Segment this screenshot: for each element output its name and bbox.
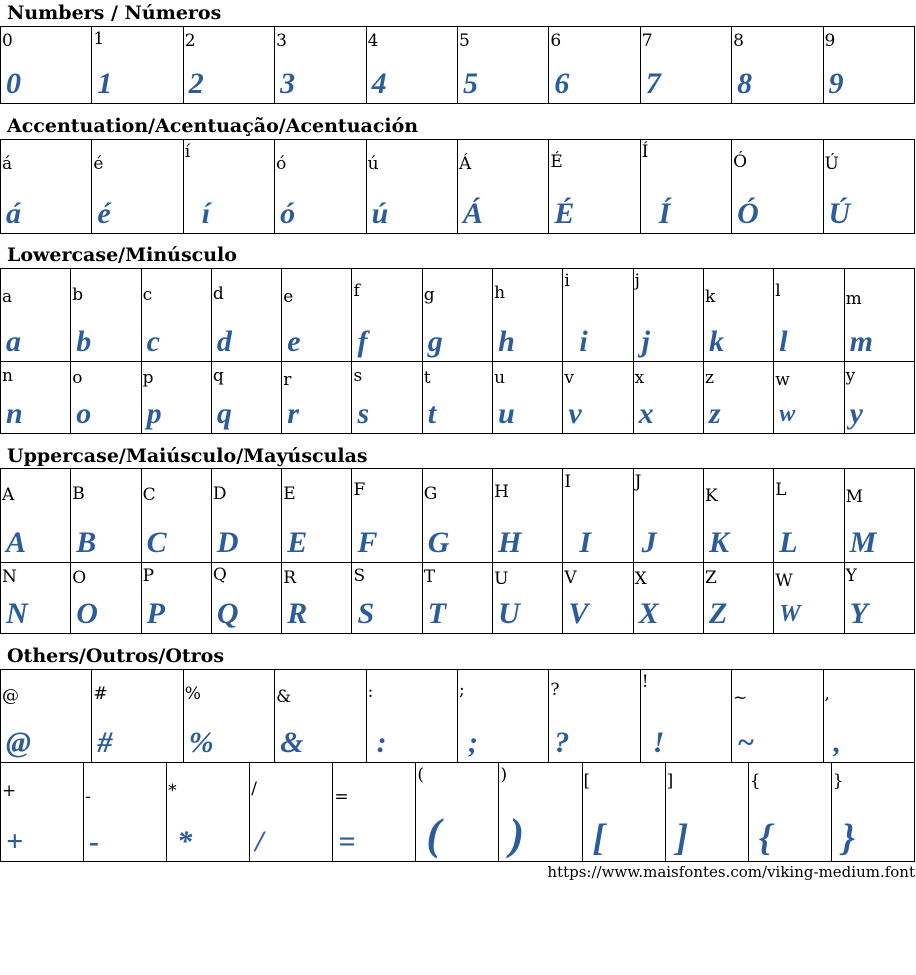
glyph-sample: c [146, 325, 160, 358]
char-label: 0 [2, 31, 13, 51]
glyph-cell [141, 362, 211, 434]
section-title-accents: Accentuation/Acentuação/Acentuación [7, 115, 419, 137]
char-label: [ [583, 771, 591, 791]
glyph-sample: o [76, 397, 92, 430]
glyph-sample: : [376, 726, 387, 759]
glyph-cell [211, 469, 281, 563]
glyph-sample: X [638, 597, 659, 630]
glyph-sample: Ú [828, 197, 851, 230]
glyph-sample: e [287, 325, 301, 358]
glyph-sample: & [280, 726, 304, 759]
glyph-sample: 6 [554, 67, 570, 100]
glyph-row [1, 763, 915, 862]
glyph-sample: J [641, 526, 657, 559]
glyph-sample: H [498, 526, 522, 559]
char-label: L [775, 480, 787, 500]
accents-grid [0, 139, 915, 234]
char-label: J [634, 472, 642, 492]
glyph-sample: + [6, 825, 24, 858]
glyph-cell [211, 362, 281, 434]
glyph-sample: ó [280, 197, 296, 230]
glyph-sample: t [427, 397, 437, 430]
char-label: 7 [641, 31, 653, 51]
char-label: i [564, 271, 570, 291]
glyph-cell [633, 362, 703, 434]
glyph-cell [366, 140, 457, 234]
glyph-sample: n [6, 397, 23, 430]
char-label: h [494, 283, 506, 303]
glyph-sample: Q [216, 597, 239, 630]
char-label: { [749, 771, 761, 791]
glyph-sample: 7 [645, 67, 661, 100]
glyph-cell [211, 269, 281, 362]
glyph-cell [92, 27, 183, 104]
char-label: + [2, 781, 17, 801]
glyph-cell [275, 670, 366, 763]
glyph-cell [633, 469, 703, 563]
glyph-sample: 5 [462, 67, 478, 100]
glyph-sample: í [201, 197, 211, 230]
glyph-cell [141, 269, 211, 362]
char-label: 5 [458, 31, 470, 51]
glyph-cell [640, 27, 731, 104]
section-title-uppercase: Uppercase/Maiúsculo/Mayúsculas [7, 445, 368, 467]
char-label: j [634, 271, 640, 291]
glyph-sample: m [849, 325, 873, 358]
glyph-sample: w [779, 401, 796, 427]
glyph-sample: M [849, 526, 877, 559]
glyph-sample: / [255, 825, 264, 858]
char-label: U [494, 569, 509, 589]
glyph-sample: - [89, 825, 100, 858]
glyph-sample: f [357, 325, 368, 358]
glyph-cell [71, 563, 141, 634]
glyph-sample: ~ [737, 726, 755, 759]
glyph-cell [640, 670, 731, 763]
char-label: x [634, 368, 645, 388]
char-label: F [353, 480, 366, 500]
glyph-cell [774, 362, 844, 434]
glyph-cell [422, 563, 492, 634]
char-label: é [93, 154, 104, 174]
char-label: 4 [367, 31, 379, 51]
glyph-cell [352, 563, 422, 634]
char-label: = [334, 787, 349, 807]
char-label: k [704, 287, 716, 307]
glyph-row [1, 469, 915, 563]
char-label: Q [212, 565, 227, 585]
glyph-sample: y [849, 397, 863, 430]
glyph-cell [563, 362, 633, 434]
glyph-cell [549, 140, 640, 234]
glyph-sample: Í [658, 197, 671, 230]
char-label: a [2, 287, 13, 307]
glyph-sample: F [357, 526, 378, 559]
glyph-sample: N [6, 597, 28, 630]
glyph-cell [71, 469, 141, 563]
glyph-sample: R [287, 597, 308, 630]
char-label: 9 [824, 31, 836, 51]
glyph-cell [167, 763, 250, 862]
char-label: V [564, 568, 577, 588]
char-label: # [93, 684, 108, 704]
char-label: ) [500, 765, 508, 785]
char-label: p [142, 368, 154, 388]
glyph-cell [275, 140, 366, 234]
lowercase-grid [0, 268, 915, 434]
glyph-sample: x [638, 397, 654, 430]
char-label: * [168, 781, 177, 801]
glyph-sample: , [833, 726, 842, 759]
char-label: 8 [733, 31, 744, 51]
others-grid-row2 [0, 762, 915, 862]
glyph-sample: ; [467, 726, 478, 759]
glyph-cell [844, 269, 914, 362]
glyph-sample: i [579, 325, 588, 358]
glyph-cell [549, 670, 640, 763]
glyph-cell [823, 27, 914, 104]
glyph-cell [282, 563, 352, 634]
char-label: G [423, 484, 438, 504]
glyph-sample: W [779, 601, 801, 627]
char-label: & [276, 687, 292, 707]
glyph-cell [282, 469, 352, 563]
glyph-cell [582, 763, 665, 862]
glyph-cell [665, 763, 748, 862]
section-title-numbers: Numbers / Números [7, 2, 222, 24]
glyph-sample: j [641, 325, 651, 358]
glyph-sample: 8 [737, 67, 753, 100]
glyph-cell [141, 563, 211, 634]
glyph-cell [1, 140, 92, 234]
glyph-cell [84, 763, 167, 862]
glyph-cell [416, 763, 499, 862]
source-url: https://www.maisfontes.com/viking-medium.font [547, 863, 915, 881]
glyph-sample: D [216, 526, 239, 559]
glyph-cell [493, 362, 563, 434]
glyph-sample: q [216, 397, 232, 430]
uppercase-grid [0, 468, 915, 634]
char-label: @ [2, 686, 19, 706]
glyph-sample: U [498, 597, 520, 630]
glyph-sample: % [188, 726, 214, 759]
glyph-cell [563, 469, 633, 563]
glyph-cell [282, 362, 352, 434]
section-title-others: Others/Outros/Otros [7, 645, 225, 667]
char-label: o [72, 368, 83, 388]
char-label: v [564, 368, 574, 388]
glyph-sample: } [841, 817, 856, 859]
glyph-cell [71, 362, 141, 434]
glyph-sample: ( [426, 810, 442, 859]
char-label: ú [367, 154, 379, 174]
glyph-cell [457, 140, 548, 234]
glyph-cell [844, 362, 914, 434]
char-label: b [72, 285, 84, 305]
char-label: s [353, 366, 363, 386]
glyph-sample: b [76, 325, 92, 358]
glyph-cell [703, 469, 773, 563]
glyph-cell [493, 269, 563, 362]
glyph-cell [774, 469, 844, 563]
char-label: : [367, 682, 374, 702]
glyph-sample: [ [592, 817, 606, 859]
char-label: X [634, 569, 647, 589]
glyph-sample: V [568, 597, 589, 630]
glyph-cell [422, 362, 492, 434]
glyph-sample: z [708, 397, 721, 430]
char-label: / [251, 779, 257, 799]
glyph-sample: * [177, 825, 193, 858]
char-label: I [564, 472, 572, 492]
glyph-sample: k [708, 325, 724, 358]
char-label: B [72, 484, 85, 504]
glyph-cell [493, 563, 563, 634]
glyph-sample: I [579, 526, 592, 559]
glyph-cell [703, 563, 773, 634]
glyph-sample: v [568, 397, 582, 430]
char-label: E [283, 484, 296, 504]
char-label: m [845, 289, 862, 309]
glyph-sample: C [146, 526, 167, 559]
char-label: ! [641, 672, 649, 692]
glyph-sample: h [498, 325, 515, 358]
char-label: P [142, 566, 155, 586]
char-label: } [832, 771, 844, 791]
char-label: d [212, 284, 224, 304]
char-label: r [283, 370, 292, 390]
glyph-cell [732, 140, 823, 234]
glyph-sample: É [554, 197, 575, 230]
glyph-sample: 4 [371, 67, 387, 100]
glyph-sample: 1 [97, 67, 113, 100]
glyph-sample: d [216, 325, 232, 358]
char-label: M [845, 487, 863, 507]
glyph-cell [1, 362, 71, 434]
glyph-cell [352, 362, 422, 434]
glyph-cell [823, 140, 914, 234]
glyph-cell [703, 269, 773, 362]
glyph-sample: a [6, 325, 21, 358]
glyph-sample: K [708, 526, 729, 559]
char-label: A [2, 485, 15, 505]
char-label: ? [550, 680, 560, 700]
glyph-row [1, 140, 915, 234]
glyph-cell [1, 563, 71, 634]
char-label: Ó [733, 152, 748, 172]
glyph-cell [352, 469, 422, 563]
glyph-sample: = [338, 825, 356, 858]
glyph-row [1, 670, 915, 763]
glyph-sample: g [427, 325, 443, 358]
glyph-sample: ) [509, 810, 525, 859]
char-label: ( [417, 765, 425, 785]
glyph-cell [563, 563, 633, 634]
glyph-sample: u [498, 397, 515, 430]
char-label: ~ [733, 688, 748, 708]
glyph-row [1, 362, 915, 434]
glyph-sample: ! [652, 726, 665, 759]
char-label: D [212, 484, 227, 504]
char-label: Ú [824, 154, 839, 174]
glyph-sample: l [779, 325, 788, 358]
char-label: ó [276, 154, 287, 174]
glyph-cell [1, 27, 92, 104]
glyph-sample: Ó [737, 197, 759, 230]
glyph-cell [422, 269, 492, 362]
char-label: e [283, 287, 294, 307]
char-label: W [775, 571, 793, 591]
glyph-cell [493, 469, 563, 563]
glyph-sample: B [76, 526, 97, 559]
glyph-cell [422, 469, 492, 563]
glyph-sample: 3 [280, 67, 296, 100]
glyph-sample: s [357, 397, 370, 430]
glyph-cell [457, 670, 548, 763]
char-label: S [353, 566, 366, 586]
char-label: H [494, 482, 509, 502]
char-label: 3 [276, 31, 287, 51]
glyph-cell [141, 469, 211, 563]
char-label: É [550, 152, 563, 172]
glyph-sample: G [427, 526, 450, 559]
char-label: z [704, 368, 714, 388]
glyph-cell [92, 670, 183, 763]
glyph-cell [183, 27, 274, 104]
glyph-sample: p [146, 397, 162, 430]
char-label: n [2, 366, 13, 386]
glyph-cell [211, 563, 281, 634]
glyph-sample: é [97, 197, 111, 230]
numbers-grid [0, 26, 915, 104]
glyph-cell [1, 763, 84, 862]
char-label: q [212, 366, 224, 386]
char-label: ] [666, 771, 674, 791]
glyph-cell [732, 27, 823, 104]
glyph-cell [732, 670, 823, 763]
glyph-cell [640, 140, 731, 234]
char-label: C [142, 485, 156, 505]
glyph-cell [282, 269, 352, 362]
char-label: í [184, 142, 191, 162]
glyph-cell [183, 670, 274, 763]
glyph-cell [831, 763, 914, 862]
glyph-sample: L [779, 526, 798, 559]
glyph-cell [333, 763, 416, 862]
char-label: ; [458, 680, 465, 700]
char-label: N [2, 567, 17, 587]
glyph-cell [1, 469, 71, 563]
glyph-cell [563, 269, 633, 362]
char-label: c [142, 285, 153, 305]
char-label: 2 [184, 31, 196, 51]
glyph-sample: S [357, 597, 375, 630]
glyph-sample: 9 [828, 67, 844, 100]
glyph-sample: 2 [188, 67, 204, 100]
glyph-cell [366, 670, 457, 763]
glyph-sample: # [97, 726, 113, 759]
glyph-sample: E [287, 526, 308, 559]
others-grid-row1 [0, 669, 915, 763]
glyph-cell [549, 27, 640, 104]
glyph-sample: { [758, 817, 772, 859]
glyph-cell [774, 269, 844, 362]
glyph-cell [1, 670, 92, 763]
glyph-sample: P [146, 597, 165, 630]
glyph-row [1, 27, 915, 104]
char-label: Z [704, 568, 717, 588]
glyph-cell [499, 763, 582, 862]
glyph-cell [92, 140, 183, 234]
char-label: á [2, 154, 13, 174]
glyph-row [1, 563, 915, 634]
glyph-cell [703, 362, 773, 434]
glyph-sample: @ [6, 726, 31, 759]
glyph-cell [633, 269, 703, 362]
glyph-row [1, 269, 915, 362]
glyph-sample: Z [708, 597, 728, 630]
glyph-cell [748, 763, 831, 862]
char-label: - [85, 787, 91, 807]
glyph-cell [71, 269, 141, 362]
glyph-sample: 0 [6, 67, 21, 100]
char-label: Á [458, 154, 472, 174]
char-label: f [353, 281, 360, 301]
glyph-cell [457, 27, 548, 104]
char-label: , [824, 684, 830, 704]
glyph-sample: á [6, 197, 21, 230]
char-label: Í [641, 142, 649, 162]
glyph-cell [183, 140, 274, 234]
glyph-sample: ] [675, 817, 689, 859]
glyph-sample: A [6, 526, 27, 559]
glyph-cell [352, 269, 422, 362]
glyph-sample: r [287, 397, 299, 430]
glyph-cell [844, 563, 914, 634]
char-label: R [283, 568, 296, 588]
char-label: K [704, 486, 718, 506]
glyph-sample: Y [849, 597, 868, 630]
char-label: Y [845, 566, 857, 586]
glyph-cell [844, 469, 914, 563]
glyph-cell [823, 670, 914, 763]
glyph-sample: ú [371, 197, 389, 230]
glyph-cell [774, 563, 844, 634]
char-label: 1 [93, 29, 105, 49]
char-label: w [775, 370, 790, 390]
glyph-sample: O [76, 597, 98, 630]
char-label: y [845, 366, 856, 386]
char-label: T [423, 567, 436, 587]
glyph-sample: T [427, 597, 447, 630]
glyph-cell [633, 563, 703, 634]
char-label: g [423, 285, 435, 305]
glyph-cell [366, 27, 457, 104]
section-title-lowercase: Lowercase/Minúsculo [7, 244, 237, 266]
glyph-sample: ? [554, 726, 570, 759]
char-label: l [775, 281, 781, 301]
char-label: % [184, 684, 201, 704]
char-label: u [494, 368, 506, 388]
glyph-sample: Á [462, 197, 483, 230]
glyph-cell [1, 269, 71, 362]
char-label: O [72, 568, 87, 588]
char-label: t [423, 368, 431, 388]
glyph-cell [250, 763, 333, 862]
char-label: 6 [550, 31, 562, 51]
glyph-cell [275, 27, 366, 104]
